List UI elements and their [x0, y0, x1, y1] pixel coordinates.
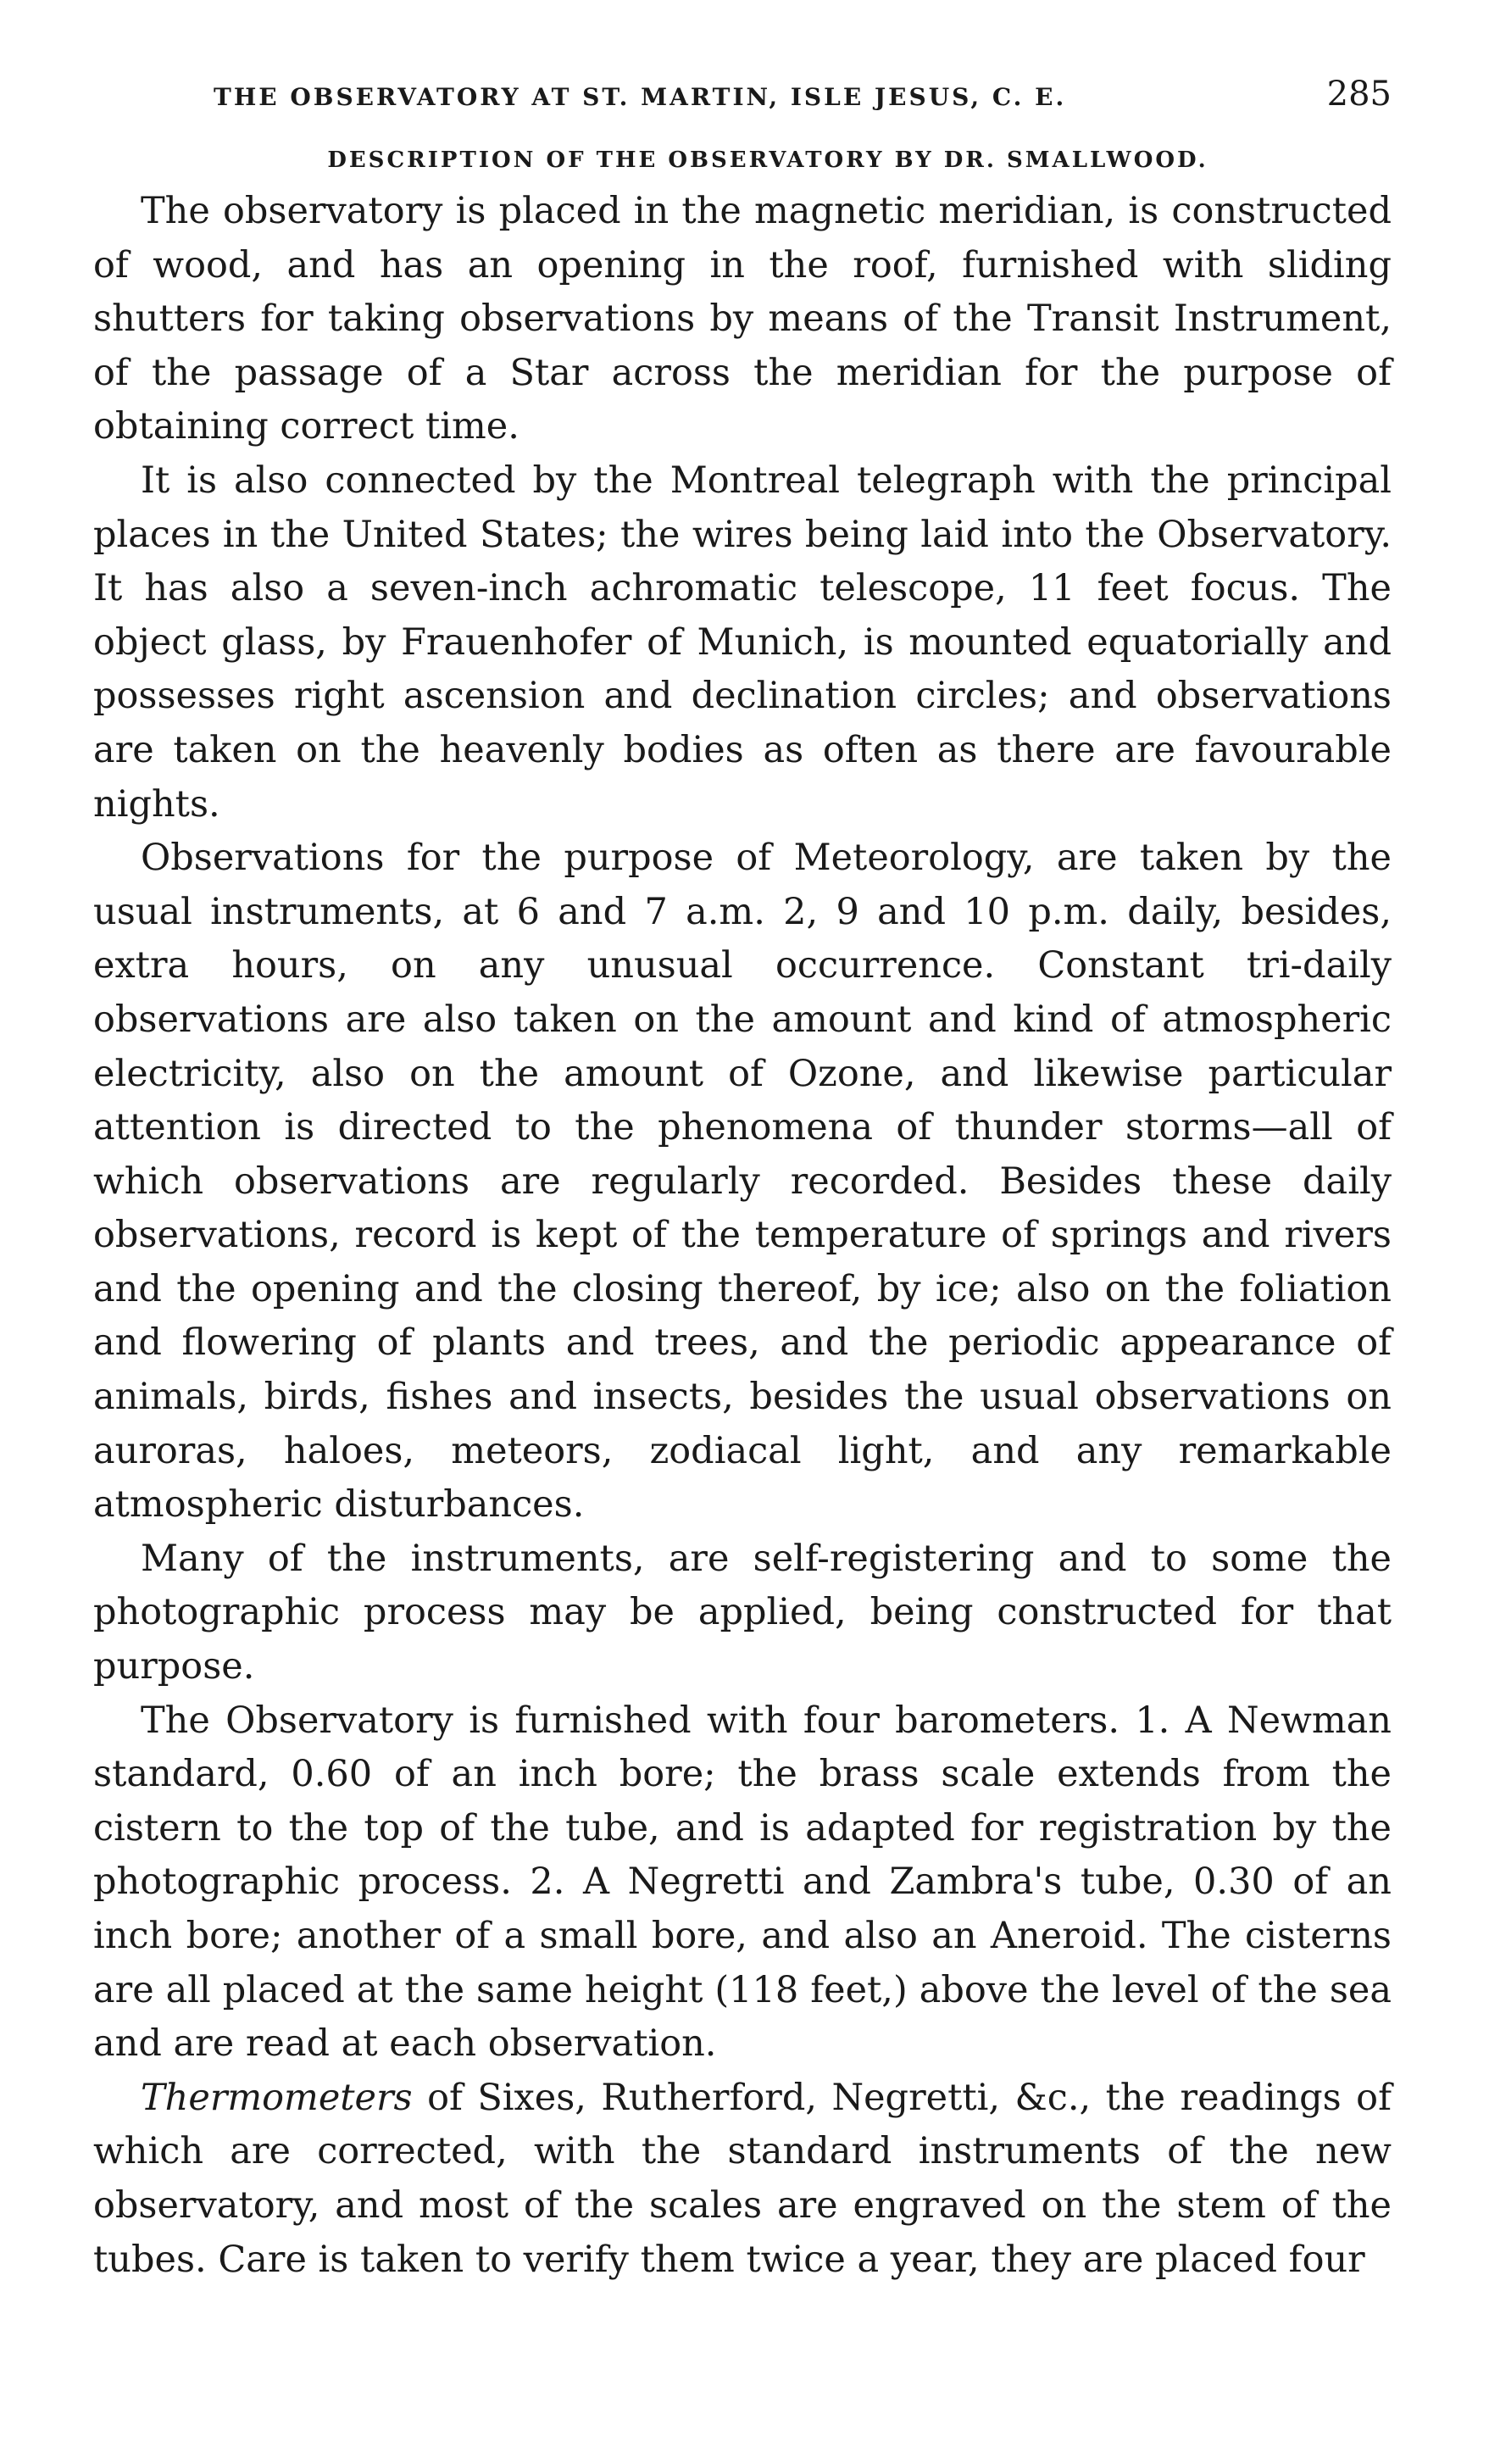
paragraph-thermometers [93, 2072, 1392, 2287]
thermometers-lead: Thermometers [141, 2076, 413, 2119]
paragraph-barometers: The Observatory is furnished with four barometers. 1. A Newman standard, 0.60 of an inch bore; the brass scale extends from the cistern to the top of the tube, and is adapted for registration by the photographic process. 2. A Negretti and Zambra's tube, 0.30 of an inch bore; another of a small bore, and also an Aneroid. The cisterns are all placed at the same height (118 feet,) above the level of the sea and are read at each observation. [93, 1699, 1392, 2066]
running-head [214, 75, 1392, 114]
section-heading: DESCRIPTION OF THE OBSERVATORY BY DR. SMALLWOOD. [327, 147, 1208, 173]
paragraph-observatory-construction: The observatory is placed in the magnetic meridian, is constructed of wood, and has an opening in the roof, furnished with sliding shutters for taking observations by means of the Transit Instrument, of the passage of a Star across the meridian for the purpose of obtaining correct time. [93, 190, 1392, 448]
running-title: THE OBSERVATORY AT ST. MARTIN, ISLE JESUS, C. E. [214, 83, 1067, 111]
thermometers-text: of Sixes, Rutherford, Negretti, &c., the readings of which are corrected, with the standard instruments of the new observatory, and most of the scales are engraved on the stem of the tubes. Care is taken to verify them twice a year, they are placed four [93, 2076, 1392, 2281]
book-page [93, 75, 1392, 2287]
paragraph-self-registering: Many of the instruments, are self-registering and to some the photographic process may be applied, being constructed for that purpose. [93, 1537, 1392, 1688]
paragraph-meteorology: Observations for the purpose of Meteorology, are taken by the usual instruments, at 6 and 7 a.m. 2, 9 and 10 p.m. daily, besides, extra hours, on any unusual occurrence. Constant tri-daily observations are also taken on the amount and kind of atmospheric electricity, also on the amount of Ozone, and likewise particular attention is directed to the phenomena of thunder storms—all of which observations are regularly recorded. Besides these daily observations, record is kept of the temperature of springs and rivers and the opening and the closing thereof, by ice; also on the foliation and flowering of plants and trees, and the periodic appearance of animals, birds, fishes and insects, besides the usual observations on auroras, haloes, meteors, zodiacal light, and any remarkable atmospheric disturbances. [93, 837, 1392, 1527]
body-text [93, 185, 1392, 2287]
page-number: 285 [1326, 75, 1392, 114]
paragraph-telegraph-telescope: It is also connected by the Montreal telegraph with the principal places in the United States; the wires being laid into the Observatory. It has also a seven-inch achromatic telescope, 11 feet focus. The object glass, by Frauenhofer of Munich, is mounted equatorially and possesses right ascension and declination circles; and observations are taken on the heavenly bodies as often as there are favourable nights. [93, 459, 1392, 826]
